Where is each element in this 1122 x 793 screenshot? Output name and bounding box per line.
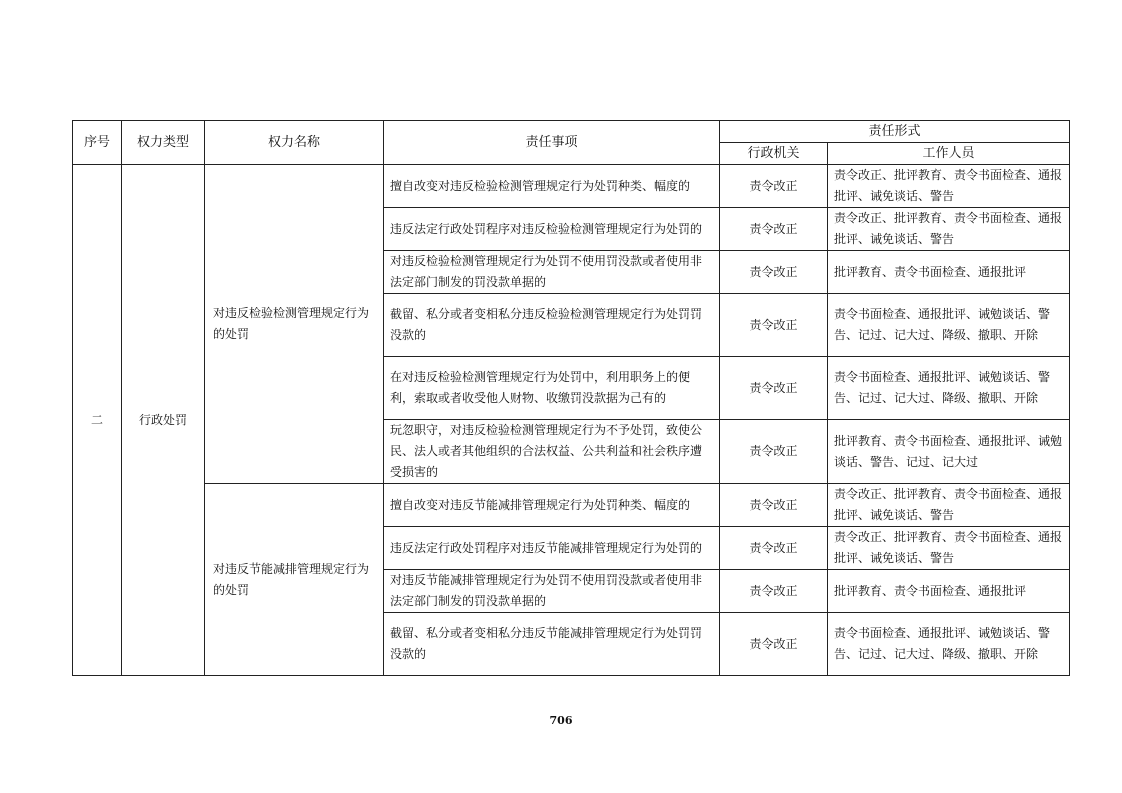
org-cell: 责令改正: [720, 251, 828, 294]
power-name-cell: 对违反检验检测管理规定行为的处罚: [205, 165, 384, 484]
staff-cell: 责令书面检查、通报批评、诫勉谈话、警告、记过、记大过、降级、撤职、开除: [828, 613, 1070, 676]
matter-cell: 违反法定行政处罚程序对违反检验检测管理规定行为处罚的: [384, 208, 720, 251]
staff-cell: 责令改正、批评教育、责令书面检查、通报批评、诫免谈话、警告: [828, 527, 1070, 570]
org-cell: 责令改正: [720, 208, 828, 251]
org-cell: 责令改正: [720, 613, 828, 676]
matter-cell: 擅自改变对违反节能减排管理规定行为处罚种类、幅度的: [384, 484, 720, 527]
staff-cell: 责令书面检查、通报批评、诫勉谈话、警告、记过、记大过、降级、撤职、开除: [828, 294, 1070, 357]
page-number: 706: [549, 714, 573, 727]
matter-cell: 玩忽职守，对违反检验检测管理规定行为不予处罚，致使公民、法人或者其他组织的合法权益、公共利益和社会秩序遭受损害的: [384, 420, 720, 484]
matter-cell: 在对违反检验检测管理规定行为处罚中，利用职务上的便利，索取或者收受他人财物、收缴罚没款据为己有的: [384, 357, 720, 420]
matter-cell: 截留、私分或者变相私分违反检验检测管理规定行为处罚罚没款的: [384, 294, 720, 357]
header-seq: 序号: [73, 121, 122, 165]
org-cell: 责令改正: [720, 294, 828, 357]
responsibility-table: [72, 120, 1070, 676]
matter-cell: 截留、私分或者变相私分违反节能减排管理规定行为处罚罚没款的: [384, 613, 720, 676]
header-power-type: 权力类型: [122, 121, 205, 165]
org-cell: 责令改正: [720, 357, 828, 420]
org-cell: 责令改正: [720, 484, 828, 527]
staff-cell: 责令改正、批评教育、责令书面检查、通报批评、诫免谈话、警告: [828, 165, 1070, 208]
matter-cell: 违反法定行政处罚程序对违反节能减排管理规定行为处罚的: [384, 527, 720, 570]
table-row: [73, 165, 1070, 208]
staff-cell: 责令书面检查、通报批评、诫勉谈话、警告、记过、记大过、降级、撤职、开除: [828, 357, 1070, 420]
org-cell: 责令改正: [720, 527, 828, 570]
header-power-name: 权力名称: [205, 121, 384, 165]
table-row: [73, 484, 1070, 527]
staff-cell: 批评教育、责令书面检查、通报批评: [828, 570, 1070, 613]
matter-cell: 对违反节能减排管理规定行为处罚不使用罚没款或者使用非法定部门制发的罚没款单据的: [384, 570, 720, 613]
header-staff: 工作人员: [828, 143, 1070, 165]
header-matter: 责任事项: [384, 121, 720, 165]
power-name-cell: 对违反节能减排管理规定行为的处罚: [205, 484, 384, 676]
staff-cell: 批评教育、责令书面检查、通报批评、诫勉谈话、警告、记过、记大过: [828, 420, 1070, 484]
org-cell: 责令改正: [720, 165, 828, 208]
seq-cell: 二: [73, 165, 122, 676]
header-form: 责任形式: [720, 121, 1070, 143]
matter-cell: 对违反检验检测管理规定行为处罚不使用罚没款或者使用非法定部门制发的罚没款单据的: [384, 251, 720, 294]
staff-cell: 责令改正、批评教育、责令书面检查、通报批评、诫免谈话、警告: [828, 484, 1070, 527]
staff-cell: 责令改正、批评教育、责令书面检查、通报批评、诫免谈话、警告: [828, 208, 1070, 251]
matter-cell: 擅自改变对违反检验检测管理规定行为处罚种类、幅度的: [384, 165, 720, 208]
header-org: 行政机关: [720, 143, 828, 165]
org-cell: 责令改正: [720, 420, 828, 484]
power-type-cell: 行政处罚: [122, 165, 205, 676]
org-cell: 责令改正: [720, 570, 828, 613]
staff-cell: 批评教育、责令书面检查、通报批评: [828, 251, 1070, 294]
